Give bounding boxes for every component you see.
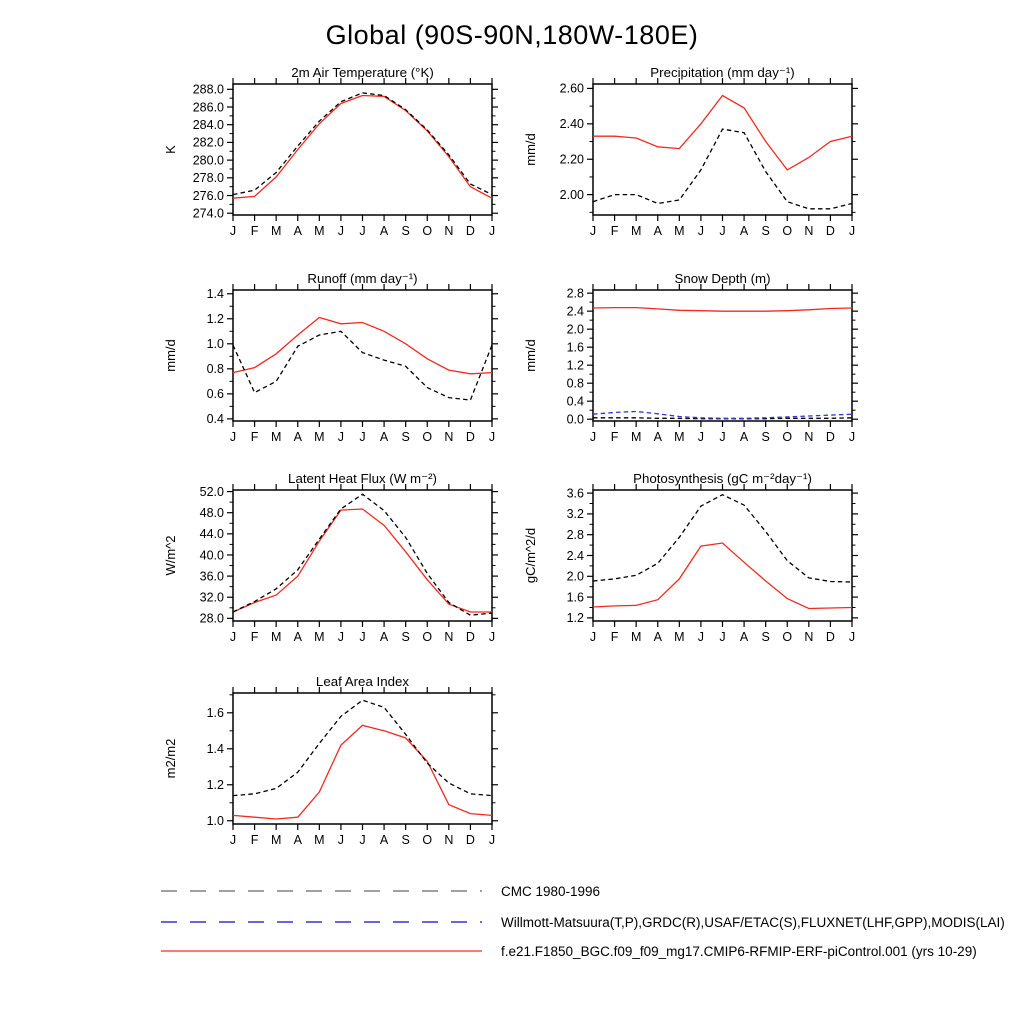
x-tick-label: J [359, 430, 366, 444]
y-axis-label: gC/m^2/d [523, 527, 538, 584]
x-tick-label: D [465, 630, 475, 644]
x-tick-label: O [422, 430, 433, 444]
axis-ticks [587, 78, 858, 221]
axis-ticks [227, 284, 498, 427]
series-line-model [233, 509, 492, 612]
x-tick-label: D [825, 430, 835, 444]
legend-line-swatch [158, 943, 490, 959]
x-tick-label: F [250, 430, 259, 444]
y-tick-label: 1.2 [566, 611, 584, 626]
series-line-model [593, 308, 852, 312]
x-tick-label: A [379, 833, 389, 847]
x-tick-label: S [401, 224, 410, 238]
y-tick-label: 52.0 [199, 484, 224, 499]
plot-frame [233, 290, 492, 421]
x-tick-label: A [739, 630, 749, 644]
x-tick-label: J [848, 630, 856, 644]
y-tick-label: 1.6 [566, 340, 584, 355]
x-tick-label: D [465, 224, 475, 238]
chart-latent-heat-flux [158, 468, 503, 650]
y-tick-label: 2.4 [566, 548, 584, 563]
y-tick-label: 32.0 [199, 590, 224, 605]
x-tick-label: S [761, 224, 770, 238]
x-tick-label: J [359, 224, 366, 238]
series-line-obs-1 [233, 93, 492, 195]
x-tick-label: F [610, 430, 619, 444]
y-tick-label: 1.6 [206, 706, 224, 721]
y-tick-label: 1.4 [206, 742, 224, 757]
x-tick-label: M [674, 224, 685, 238]
x-tick-label: N [444, 430, 454, 444]
legend-item [158, 942, 977, 960]
x-tick-label: N [804, 430, 814, 444]
x-tick-label: D [825, 224, 835, 238]
x-tick-label: A [739, 224, 749, 238]
y-axis-label: mm/d [523, 133, 538, 166]
x-tick-label: J [337, 630, 345, 644]
y-axis-label: W/m^2 [163, 535, 178, 576]
x-tick-label: M [314, 430, 325, 444]
legend-line-swatch [158, 883, 490, 899]
y-tick-label: 48.0 [199, 506, 224, 521]
x-tick-label: J [697, 224, 705, 238]
y-tick-label: 1.4 [206, 287, 224, 302]
x-tick-label: O [422, 630, 433, 644]
y-tick-label: 2.20 [559, 152, 584, 167]
chart-svg [158, 468, 503, 650]
y-tick-label: 0.6 [206, 387, 224, 402]
legend-label: CMC 1980-1996 [501, 883, 601, 899]
x-tick-label: O [782, 430, 793, 444]
chart-title: Precipitation (mm day⁻¹) [650, 65, 795, 80]
y-tick-label: 0.8 [206, 362, 224, 377]
x-tick-label: A [379, 430, 389, 444]
x-tick-label: J [229, 430, 237, 444]
y-axis-label: m2/m2 [163, 738, 178, 779]
y-tick-label: 2.8 [566, 286, 584, 301]
x-tick-label: N [804, 224, 814, 238]
x-tick-label: M [314, 630, 325, 644]
x-tick-label: N [804, 630, 814, 644]
x-tick-label: A [379, 630, 389, 644]
x-tick-label: J [848, 224, 856, 238]
chart-leaf-area-index [158, 671, 503, 853]
x-tick-label: D [465, 833, 475, 847]
x-tick-label: J [488, 430, 496, 444]
y-axis-label: K [163, 145, 178, 154]
x-tick-label: J [229, 833, 237, 847]
x-tick-label: D [825, 630, 835, 644]
chart-snow-depth [518, 268, 863, 450]
x-tick-label: F [250, 630, 259, 644]
x-tick-label: F [250, 833, 259, 847]
x-tick-label: J [488, 224, 496, 238]
series-line-model [233, 725, 492, 819]
x-tick-label: M [314, 833, 325, 847]
x-tick-label: A [379, 224, 389, 238]
y-tick-label: 28.0 [199, 611, 224, 626]
y-tick-label: 2.40 [559, 117, 584, 132]
chart-title: Latent Heat Flux (W m⁻²) [288, 471, 437, 486]
x-tick-label: J [697, 430, 705, 444]
x-tick-label: J [719, 430, 726, 444]
x-tick-label: S [401, 833, 410, 847]
x-tick-label: J [337, 430, 345, 444]
y-tick-label: 2.8 [566, 528, 584, 543]
x-tick-label: F [610, 224, 619, 238]
chart-photosynthesis [518, 468, 863, 650]
series-line-model [233, 318, 492, 374]
legend-item [158, 882, 600, 900]
x-tick-label: N [444, 630, 454, 644]
x-tick-label: J [589, 430, 597, 444]
x-tick-label: M [630, 430, 642, 444]
x-tick-label: J [488, 630, 496, 644]
y-tick-label: 44.0 [199, 527, 224, 542]
y-tick-label: 276.0 [192, 188, 224, 203]
chart-title: Runoff (mm day⁻¹) [307, 271, 418, 286]
axis-ticks [227, 484, 498, 627]
y-tick-label: 3.2 [566, 507, 584, 522]
chart-title: Photosynthesis (gC m⁻²day⁻¹) [633, 471, 812, 486]
series-line-obs-1 [593, 418, 852, 419]
x-tick-label: A [293, 833, 302, 847]
x-tick-label: S [401, 430, 410, 444]
x-tick-label: A [293, 224, 302, 238]
chart-2m-air-temperature [158, 62, 503, 244]
x-tick-label: N [444, 833, 454, 847]
x-tick-label: J [337, 224, 345, 238]
x-tick-label: S [761, 630, 770, 644]
x-tick-label: M [674, 430, 685, 444]
x-tick-label: J [848, 430, 856, 444]
y-tick-label: 3.6 [566, 486, 584, 501]
axis-ticks [587, 284, 858, 427]
x-tick-label: M [630, 224, 642, 238]
y-tick-label: 0.8 [566, 376, 584, 391]
y-tick-label: 2.0 [566, 322, 584, 337]
chart-svg [158, 268, 503, 450]
series-line-obs-1 [593, 495, 852, 582]
x-tick-label: J [359, 833, 366, 847]
plot-frame [233, 693, 492, 824]
x-tick-label: J [589, 630, 597, 644]
y-tick-label: 2.4 [566, 304, 584, 319]
x-tick-label: F [610, 630, 619, 644]
y-tick-label: 274.0 [192, 206, 224, 221]
chart-svg [518, 468, 863, 650]
x-tick-label: M [270, 833, 282, 847]
y-tick-label: 286.0 [192, 100, 224, 115]
y-tick-label: 282.0 [192, 135, 224, 150]
series-line-model [233, 96, 492, 199]
chart-title: Snow Depth (m) [674, 271, 771, 286]
x-tick-label: N [444, 224, 454, 238]
x-tick-label: J [488, 833, 496, 847]
x-tick-label: D [465, 430, 475, 444]
x-tick-label: J [229, 224, 237, 238]
page-title: Global (90S-90N,180W-180E) [325, 20, 699, 50]
x-tick-label: J [589, 224, 597, 238]
x-tick-label: A [293, 630, 302, 644]
axis-ticks [227, 78, 498, 221]
x-tick-label: O [422, 224, 433, 238]
y-tick-label: 36.0 [199, 569, 224, 584]
y-tick-label: 0.0 [566, 412, 584, 427]
y-tick-label: 288.0 [192, 82, 224, 97]
plot-frame [593, 84, 852, 215]
y-tick-label: 2.60 [559, 81, 584, 96]
y-tick-label: 284.0 [192, 118, 224, 133]
chart-precipitation [518, 62, 863, 244]
y-axis-label: mm/d [163, 339, 178, 372]
chart-svg [518, 268, 863, 450]
y-tick-label: 0.4 [206, 412, 224, 427]
x-tick-label: M [314, 224, 325, 238]
y-tick-label: 1.2 [566, 358, 584, 373]
plot-frame [593, 490, 852, 621]
x-tick-label: M [270, 430, 282, 444]
y-tick-label: 40.0 [199, 548, 224, 563]
legend-label: Willmott-Matsuura(T,P),GRDC(R),USAF/ETAC(S),FLUXNET(LHF,GPP),MODIS(LAI) [501, 914, 1005, 930]
x-tick-label: M [270, 224, 282, 238]
y-tick-label: 1.0 [206, 814, 224, 829]
x-tick-label: J [719, 224, 726, 238]
x-tick-label: O [782, 224, 793, 238]
x-tick-label: J [229, 630, 237, 644]
plot-frame [233, 84, 492, 215]
x-tick-label: A [653, 630, 662, 644]
series-line-obs-1 [233, 331, 492, 400]
series-line-obs-1 [233, 700, 492, 795]
x-tick-label: A [653, 224, 662, 238]
y-tick-label: 2.00 [559, 187, 584, 202]
series-line-model [593, 96, 852, 170]
y-tick-label: 1.6 [566, 590, 584, 605]
y-tick-label: 2.0 [566, 569, 584, 584]
x-tick-label: J [719, 630, 726, 644]
x-tick-label: O [422, 833, 433, 847]
y-tick-label: 1.2 [206, 312, 224, 327]
chart-title: Leaf Area Index [315, 674, 410, 689]
y-tick-label: 278.0 [192, 171, 224, 186]
x-tick-label: J [359, 630, 366, 644]
x-tick-label: J [697, 630, 705, 644]
legend-line-swatch [158, 914, 490, 930]
legend-label: f.e21.F1850_BGC.f09_f09_mg17.CMIP6-RFMIP-ERF-piControl.001 (yrs 10-29) [501, 943, 977, 959]
x-tick-label: F [250, 224, 259, 238]
chart-title: 2m Air Temperature (°K) [291, 65, 434, 80]
chart-runoff [158, 268, 503, 450]
series-line-obs-1 [593, 129, 852, 209]
x-tick-label: M [630, 630, 642, 644]
x-tick-label: M [270, 630, 282, 644]
y-tick-label: 280.0 [192, 153, 224, 168]
x-tick-label: O [782, 630, 793, 644]
x-tick-label: S [761, 430, 770, 444]
y-tick-label: 1.2 [206, 778, 224, 793]
x-tick-label: M [674, 630, 685, 644]
y-tick-label: 0.4 [566, 394, 584, 409]
x-tick-label: A [293, 430, 302, 444]
x-tick-label: A [653, 430, 662, 444]
y-axis-label: mm/d [523, 339, 538, 372]
chart-svg [518, 62, 863, 244]
y-tick-label: 1.0 [206, 337, 224, 352]
chart-svg [158, 671, 503, 853]
chart-svg [158, 62, 503, 244]
x-tick-label: J [337, 833, 345, 847]
x-tick-label: A [739, 430, 749, 444]
x-tick-label: S [401, 630, 410, 644]
legend-item [158, 913, 1005, 931]
